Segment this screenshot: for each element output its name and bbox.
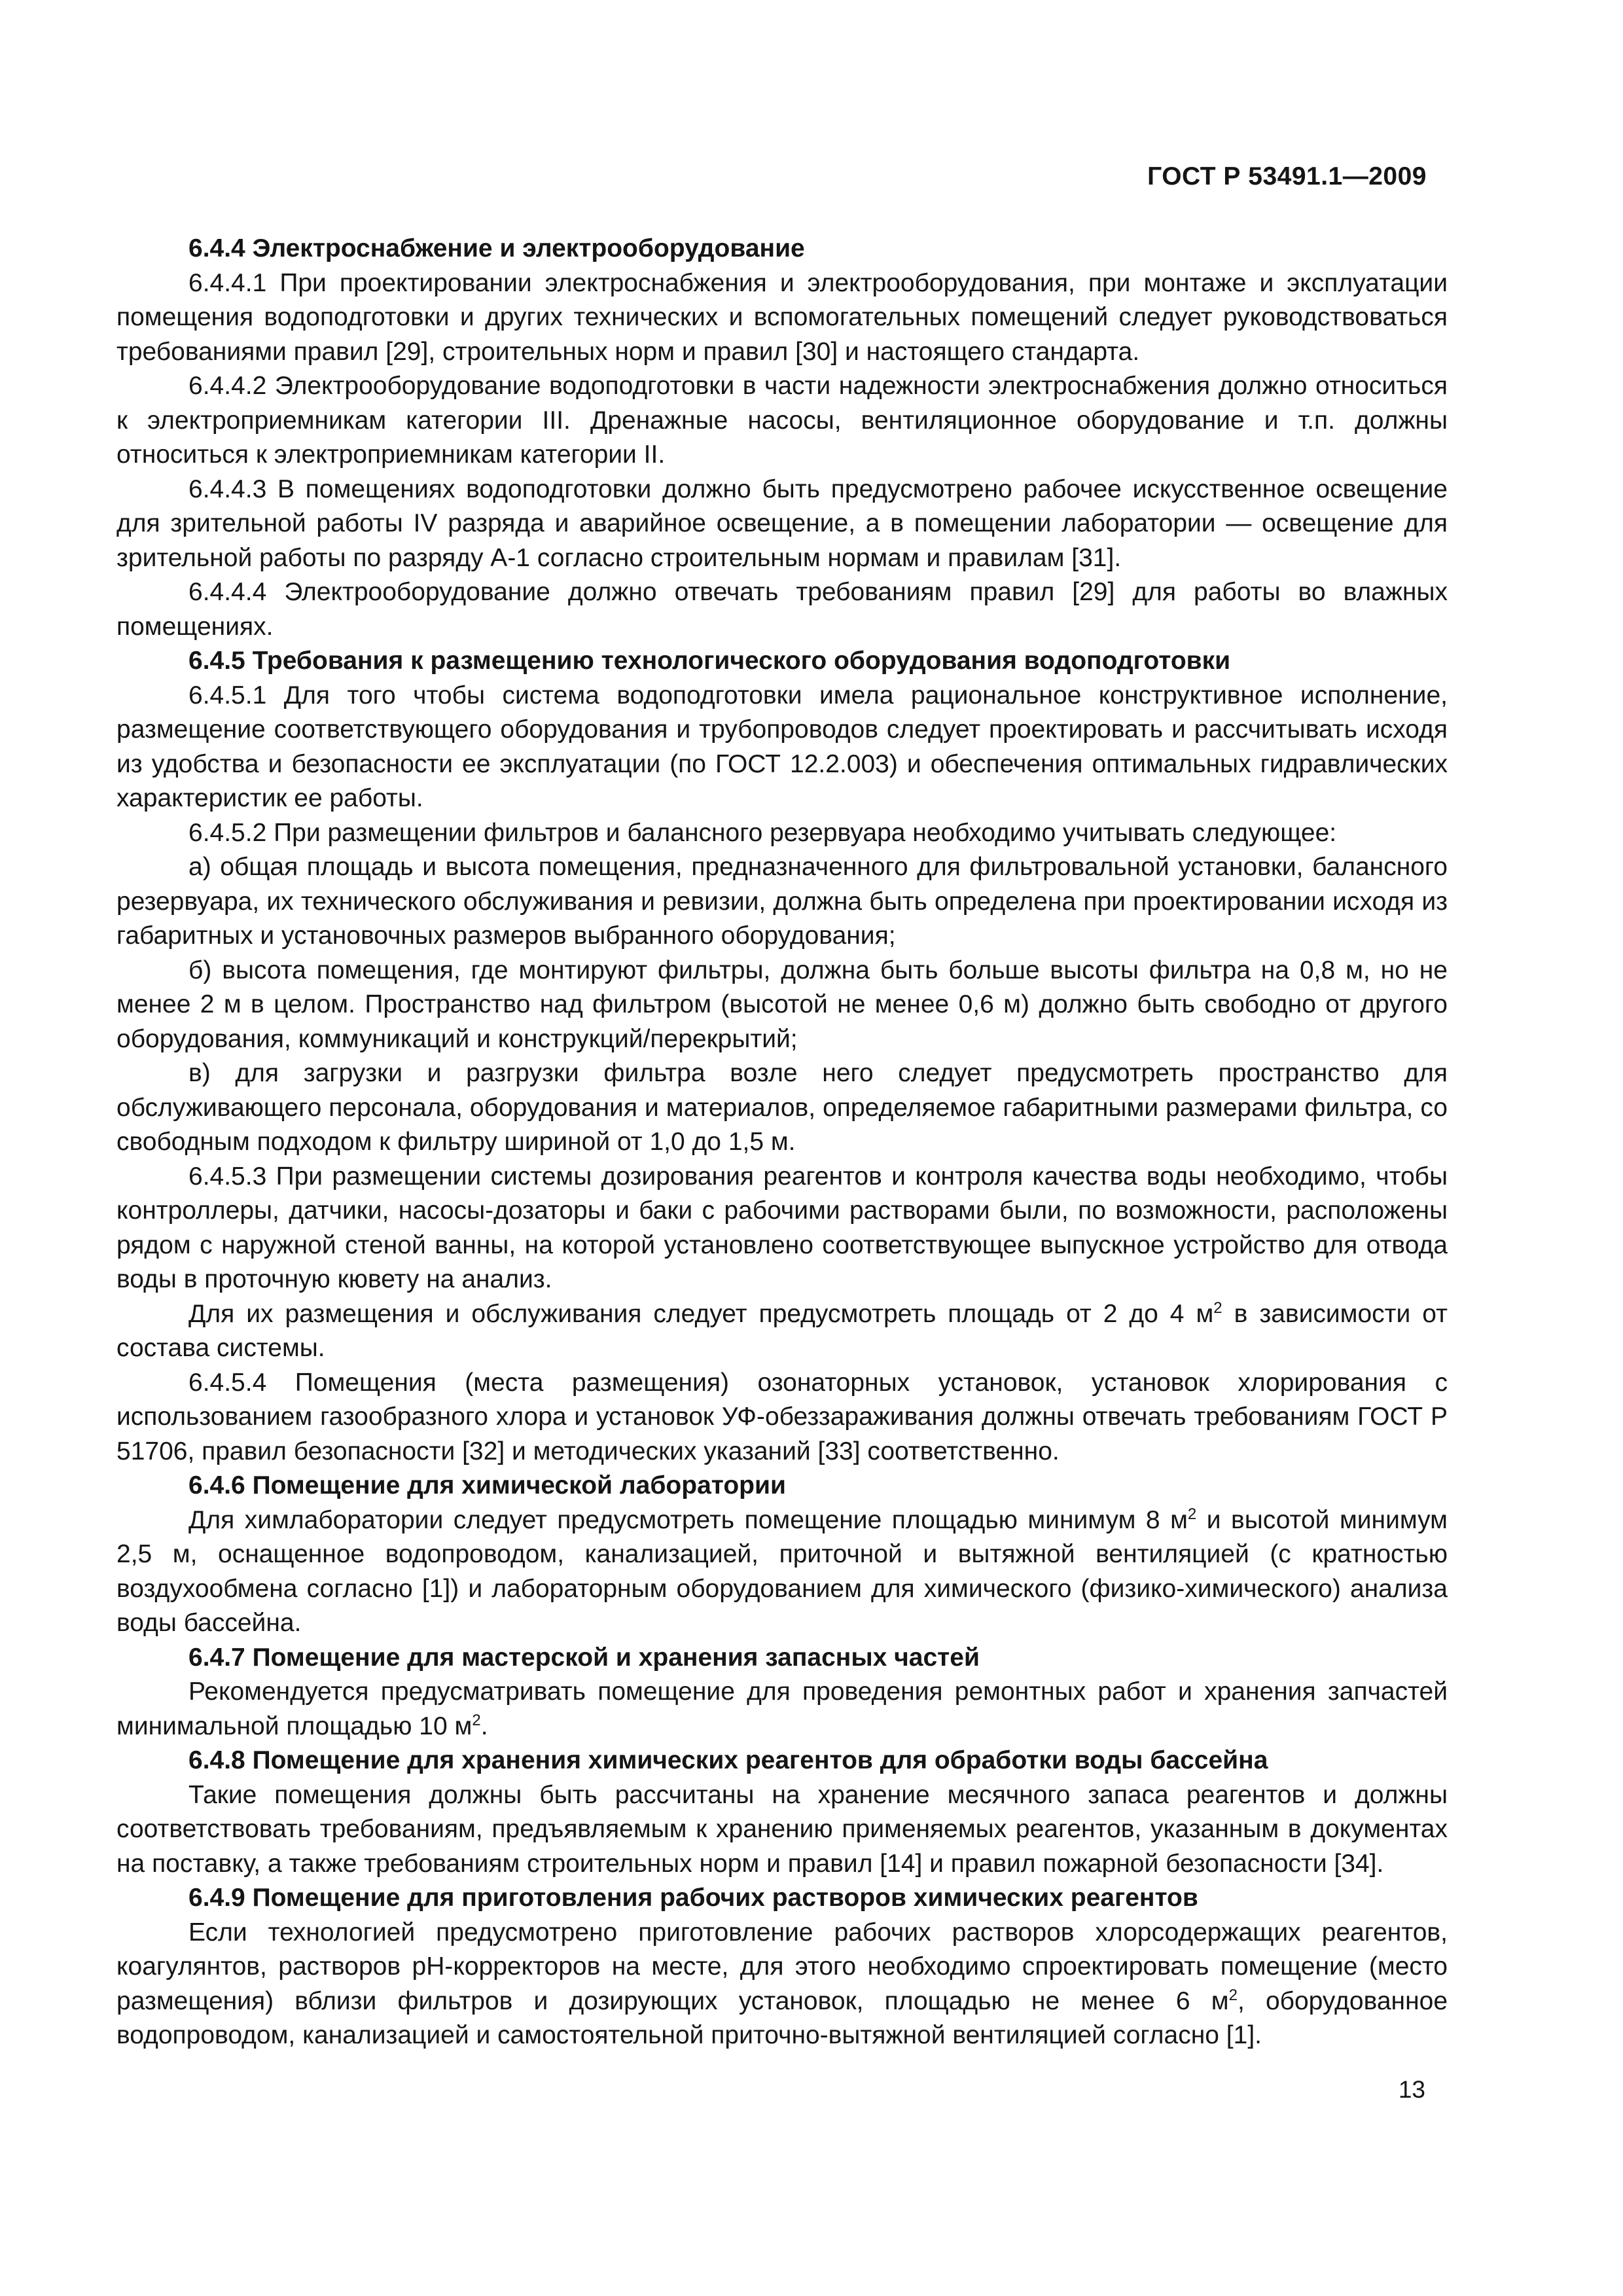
- clause-6-4-5-2: 6.4.5.2 При размещении фильтров и балансного резервуара необходимо учитывать следующее:: [188, 818, 1337, 847]
- page-number: 13: [1398, 2076, 1425, 2103]
- paragraph-dosing-area: Для их размещения и обслуживания следует предусмотреть площадь от 2 до 4 $м^2$ в зависимости от состава системы.: [116, 1299, 1448, 1362]
- section-heading-6-4-7: 6.4.7 Помещение для мастерской и хранения запасных частей: [188, 1643, 980, 1672]
- paragraph-chem-lab: Для химлаборатории следует предусмотреть помещение площадью минимум 8 $м^2$ и высотой минимум 2,5 м, оснащенное водопроводом, канализацией, приточной и вытяжной вентиляцией (с кратностью воздухообмена согласно [1]) и лабораторным оборудованием для химического (физико-химического) анализа воды бассейна.: [116, 1505, 1448, 1637]
- section-heading-6-4-5: 6.4.5 Требования к размещению технологического оборудования водоподготовки: [188, 647, 1231, 675]
- list-item-b: б) высота помещения, где монтируют фильтры, должна быть больше высоты фильтра на 0,8 м, но не менее 2 м в целом. Пространство над фильтром (высотой не менее 0,6 м) должно быть свободно от другого оборудования, коммуникаций и конструкций/перекрытий;: [116, 956, 1448, 1053]
- section-heading-6-4-9: 6.4.9 Помещение для приготовления рабочих растворов химических реагентов: [188, 1884, 1198, 1912]
- paragraph-workshop: Рекомендуется предусматривать помещение для проведения ремонтных работ и хранения запчастей минимальной площадью 10 $м^2$.: [116, 1677, 1448, 1740]
- list-item-a: а) общая площадь и высота помещения, предназначенного для фильтровальной установки, балансного резервуара, их технического обслуживания и ревизии, должна быть определена при проектировании исходя из габаритных и установочных размеров выбранного оборудования;: [116, 853, 1448, 950]
- section-heading-6-4-6: 6.4.6 Помещение для химической лаборатории: [188, 1471, 786, 1499]
- paragraph-solution-prep: Если технологией предусмотрено приготовление рабочих растворов хлорсодержащих реагентов, коагулянтов, растворов pH-корректоров на месте, для этого необходимо спроектировать помещение (место размещения) вблизи фильтров и дозирующих установок, площадью не менее 6 $м^2$, оборудованное водопроводом, канализацией и самостоятельной приточно-вытяжной вентиляцией согласно [1].: [116, 1918, 1448, 2049]
- clause-6-4-4-3: 6.4.4.3 В помещениях водоподготовки должно быть предусмотрено рабочее искусственное освещение для зрительной работы IV разряда и аварийное освещение, а в помещении лаборатории — освещение для зрительной работы по разряду А-1 согласно строительным нормам и правилам [31].: [116, 475, 1448, 572]
- list-item-v: в) для загрузки и разгрузки фильтра возле него следует предусмотреть пространство для обслуживающего персонала, оборудования и материалов, определяемое габаритными размерами фильтра, со свободным подходом к фильтру шириной от 1,0 до 1,5 м.: [116, 1059, 1448, 1156]
- section-heading-6-4-8: 6.4.8 Помещение для хранения химических реагентов для обработки воды бассейна: [188, 1746, 1268, 1774]
- clause-6-4-5-3: 6.4.5.3 При размещении системы дозирования реагентов и контроля качества воды необходимо, чтобы контроллеры, датчики, насосы-дозаторы и баки с рабочими растворами были, по возможности, расположены рядом с наружной стеной ванны, на которой установлено соответствующее выпускное устройство для отвода воды в проточную кювету на анализ.: [116, 1162, 1448, 1293]
- clause-6-4-4-4: 6.4.4.4 Электрооборудование должно отвечать требованиям правил [29] для работы во влажных помещениях.: [116, 578, 1448, 641]
- section-heading-6-4-4: 6.4.4 Электроснабжение и электрооборудование: [188, 234, 805, 262]
- clause-6-4-4-2: 6.4.4.2 Электрооборудование водоподготовки в части надежности электроснабжения должно относиться к электроприемникам категории III. Дренажные насосы, вентиляционное оборудование и т.п. должны относиться к электроприемникам категории II.: [116, 372, 1448, 469]
- clause-6-4-5-4: 6.4.5.4 Помещения (места размещения) озонаторных установок, установок хлорирования с использованием газообразного хлора и установок УФ-обеззараживания должны отвечать требованиям ГОСТ Р 51706, правил безопасности [32] и методических указаний [33] соответственно.: [116, 1368, 1448, 1465]
- document-body: [116, 232, 1448, 2053]
- clause-6-4-5-1: 6.4.5.1 Для того чтобы система водоподготовки имела рациональное конструктивное исполнение, размещение соответствующего оборудования и трубопроводов следует проектировать и рассчитывать исходя из удобства и безопасности ее эксплуатации (по ГОСТ 12.2.003) и обеспечения оптимальных гидравлических характеристик ее работы.: [116, 681, 1448, 812]
- standard-code-header: ГОСТ Р 53491.1—2009: [1147, 162, 1427, 190]
- paragraph-reagent-storage: Такие помещения должны быть рассчитаны на хранение месячного запаса реагентов и должны соответствовать требованиям, предъявляемым к хранению применяемых реагентов, указанным в документах на поставку, а также требованиям строительных норм и правил [14] и правил пожарной безопасности [34].: [116, 1780, 1448, 1878]
- clause-6-4-4-1: 6.4.4.1 При проектировании электроснабжения и электрооборудования, при монтаже и эксплуатации помещения водоподготовки и других технических и вспомогательных помещений следует руководствоваться требованиями правил [29], строительных норм и правил [30] и настоящего стандарта.: [116, 268, 1448, 366]
